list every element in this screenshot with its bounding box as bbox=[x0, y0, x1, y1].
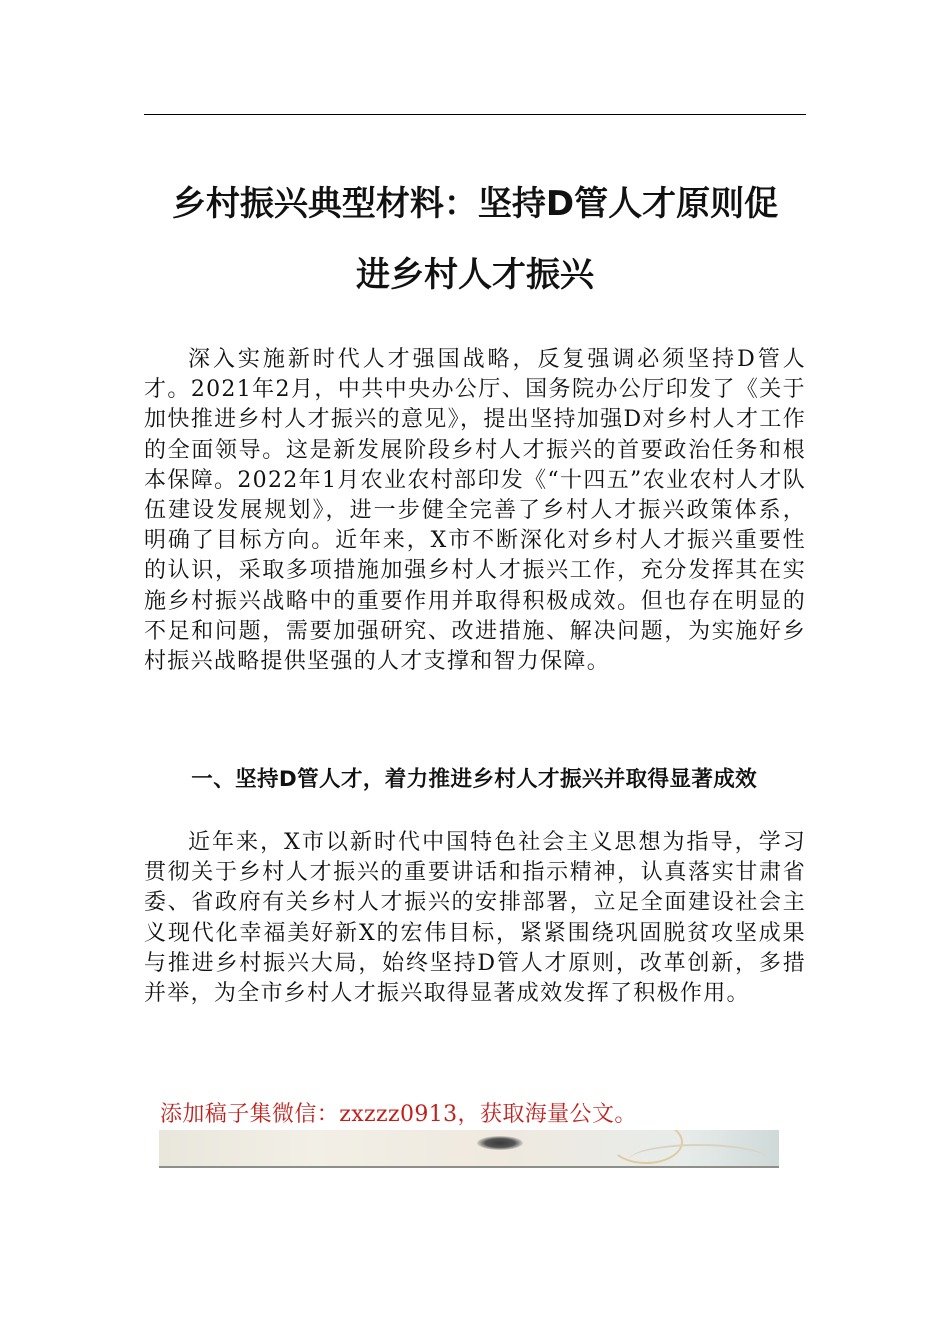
intro-paragraph: 深入实施新时代人才强国战略，反复强调必须坚持D管人才。2021年2月，中共中央办公厅、国务院办公厅印发了《关于加快推进乡村人才振兴的意见》，提出坚持加强D对乡村人才工作的全面领导。这是新发展阶段乡村人才振兴的首要政治任务和根本保障。2022年1月农业农村部印发《“十四五”农业农村人才队伍建设发展规划》，进一步健全完善了乡村人才振兴政策体系，明确了目标方向。近年来，X市不断深化对乡村人才振兴重要性的认识，采取多项措施加强乡村人才振兴工作，充分发挥其在实施乡村振兴战略中的重要作用并取得积极成效。但也存在明显的不足和问题，需要加强研究、改进措施、解决问题，为实施好乡村振兴战略提供坚强的人才支撑和智力保障。 bbox=[144, 347, 806, 675]
decorative-banner-image bbox=[159, 1130, 779, 1168]
promo-text: 添加稿子集微信：zxzzz0913，获取海量公文。 bbox=[160, 1102, 637, 1127]
document-title-line-2: 进乡村人才振兴 bbox=[356, 255, 594, 295]
document-title-line-1: 乡村振兴典型材料：坚持D管人才原则促 bbox=[171, 184, 779, 224]
wave-decoration bbox=[629, 1144, 769, 1168]
section-1-paragraph: 近年来，X市以新时代中国特色社会主义思想为指导，学习贯彻关于乡村人才振兴的重要讲话和指示精神，认真落实甘肃省委、省政府有关乡村人才振兴的安排部署，立足全面建设社会主义现代化幸福美好新X的宏伟目标，紧紧围绕巩固脱贫攻坚成果与推进乡村振兴大局，始终坚持D管人才原则，改革创新，多措并举，为全市乡村人才振兴取得显著成效发挥了积极作用。 bbox=[144, 830, 806, 1007]
section-1-paragraph-block bbox=[144, 828, 806, 1009]
intro-paragraph-block bbox=[144, 345, 806, 677]
header-rule bbox=[144, 114, 806, 115]
ink-blot-decoration bbox=[477, 1136, 523, 1150]
section-heading-1: 一、坚持D管人才，着力推进乡村人才振兴并取得显著成效 bbox=[191, 767, 758, 792]
